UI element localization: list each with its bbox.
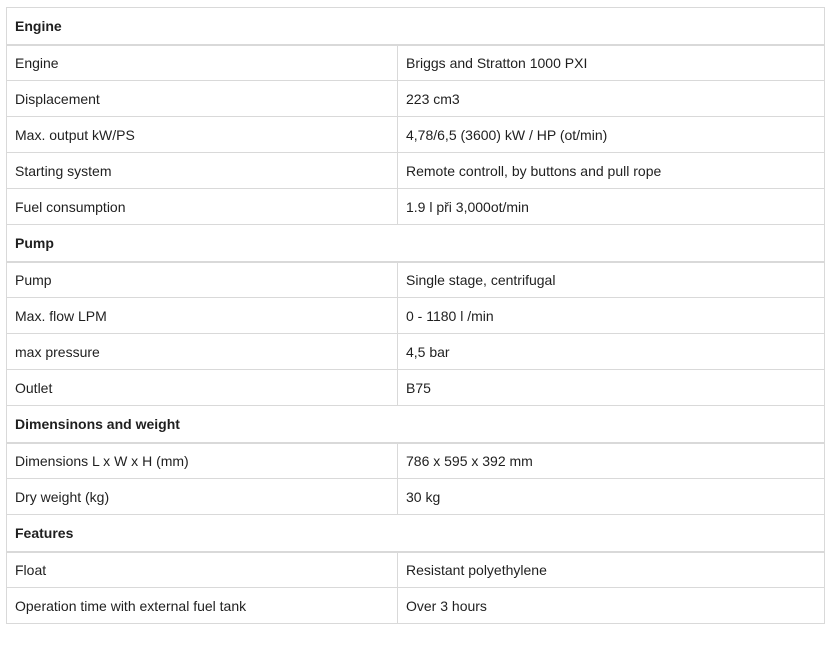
section-title: Engine [7, 8, 825, 45]
spec-label: Max. flow LPM [7, 298, 398, 334]
section-header-pump [7, 225, 825, 262]
spec-value: 4,5 bar [398, 334, 825, 370]
table-row [7, 189, 825, 225]
spec-value: Briggs and Stratton 1000 PXI [398, 45, 825, 81]
spec-label: max pressure [7, 334, 398, 370]
spec-label: Max. output kW/PS [7, 117, 398, 153]
spec-value: Remote controll, by buttons and pull rope [398, 153, 825, 189]
spec-label: Engine [7, 45, 398, 81]
spec-value: 223 cm3 [398, 81, 825, 117]
spec-value: 786 x 595 x 392 mm [398, 443, 825, 479]
table-row [7, 443, 825, 479]
table-row [7, 370, 825, 406]
section-header-features [7, 515, 825, 552]
spec-label: Pump [7, 262, 398, 298]
spec-label: Fuel consumption [7, 189, 398, 225]
spec-value: 30 kg [398, 479, 825, 515]
section-header-dimensions [7, 406, 825, 443]
table-row [7, 117, 825, 153]
table-row [7, 262, 825, 298]
spec-label: Operation time with external fuel tank [7, 588, 398, 624]
table-row [7, 81, 825, 117]
table-row [7, 334, 825, 370]
section-header-engine [7, 8, 825, 45]
spec-label: Dimensions L x W x H (mm) [7, 443, 398, 479]
spec-value: 1.9 l při 3,000ot/min [398, 189, 825, 225]
table-row [7, 45, 825, 81]
spec-label: Float [7, 552, 398, 588]
spec-value: B75 [398, 370, 825, 406]
spec-value: Resistant polyethylene [398, 552, 825, 588]
spec-label: Displacement [7, 81, 398, 117]
table-row [7, 298, 825, 334]
spec-value: 0 - 1180 l /min [398, 298, 825, 334]
table-row [7, 552, 825, 588]
section-title: Features [7, 515, 825, 552]
spec-label: Dry weight (kg) [7, 479, 398, 515]
spec-value: Single stage, centrifugal [398, 262, 825, 298]
spec-value: 4,78/6,5 (3600) kW / HP (ot/min) [398, 117, 825, 153]
section-title: Pump [7, 225, 825, 262]
spec-value: Over 3 hours [398, 588, 825, 624]
table-row [7, 588, 825, 624]
table-row [7, 153, 825, 189]
table-row [7, 479, 825, 515]
section-title: Dimensinons and weight [7, 406, 825, 443]
spec-label: Starting system [7, 153, 398, 189]
spec-table [6, 7, 825, 624]
spec-label: Outlet [7, 370, 398, 406]
